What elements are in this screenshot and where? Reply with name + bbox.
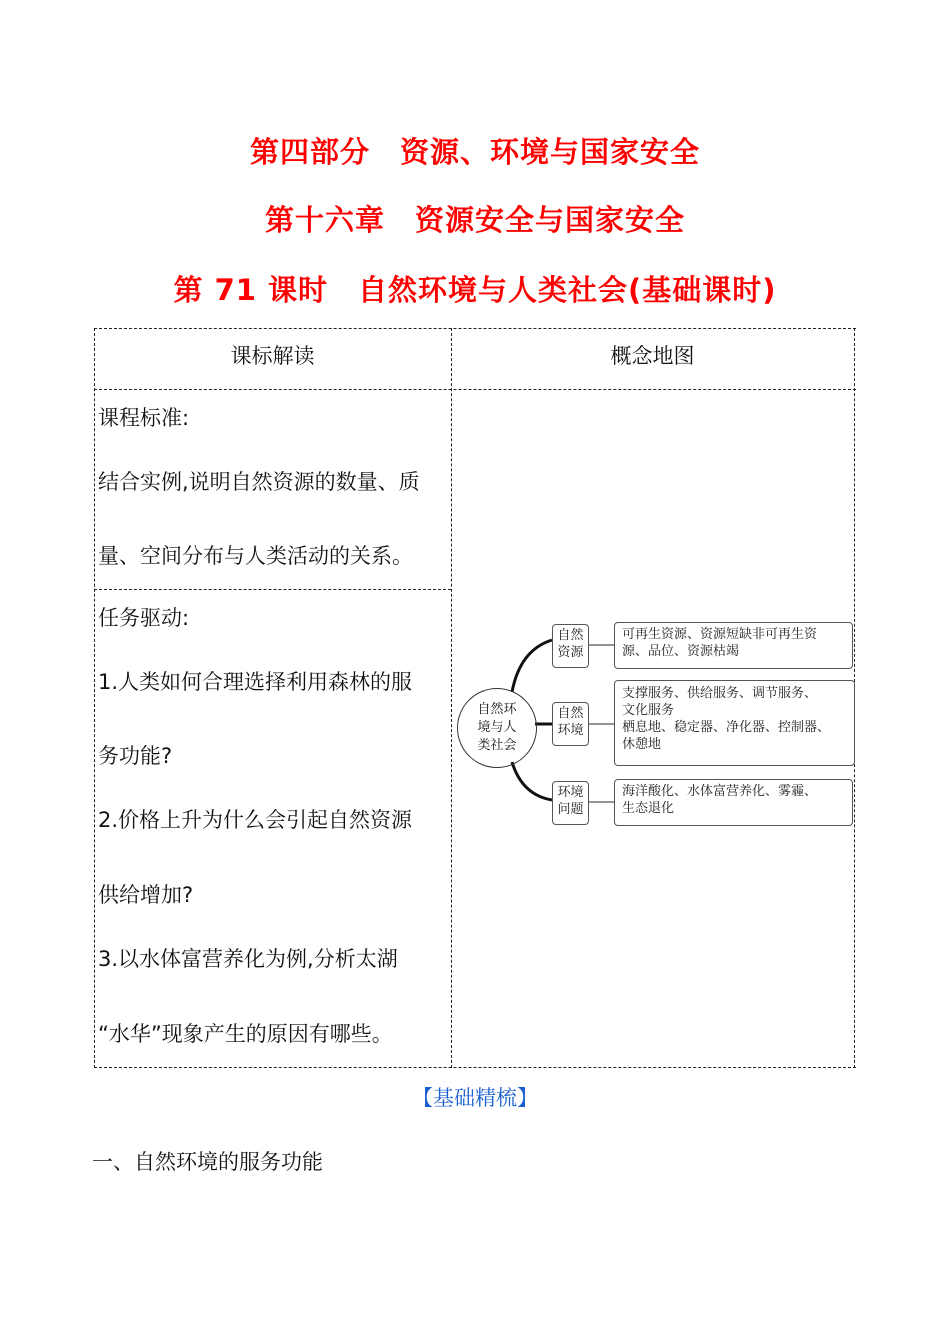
detail-line: 休憩地 (622, 737, 662, 752)
node-label-line: 资源 (557, 645, 584, 660)
part-title: 第四部分 资源、环境与国家安全 (249, 135, 700, 169)
node-label-line: 问题 (557, 802, 584, 817)
concept-detail-environmental-problems (614, 779, 853, 826)
lesson-title: 第 71 课时 自然环境与人类社会(基础课时) (173, 273, 777, 307)
center-label-line: 境与人 (477, 720, 517, 735)
concept-detail-natural-environment (614, 680, 855, 766)
detail-line: 海洋酸化、水体富营养化、雾霾、 (622, 784, 818, 799)
detail-line: 可再生资源、资源短缺非可再生资 (622, 627, 818, 642)
detail-line: 文化服务 (622, 703, 675, 718)
detail-line: 支撑服务、供给服务、调节服务、 (622, 686, 818, 701)
section-tag: 【基础精梳】 (412, 1086, 538, 1110)
concept-node-natural-resources (552, 624, 589, 668)
task-text-line: 务功能? (98, 744, 173, 768)
task-text-line: “水华”现象产生的原因有哪些。 (98, 1022, 393, 1046)
detail-line: 栖息地、稳定器、净化器、控制器、 (622, 720, 831, 735)
task-text-line: 1.人类如何合理选择利用森林的服 (98, 670, 413, 694)
detail-line: 生态退化 (622, 801, 675, 816)
chapter-title: 第十六章 资源安全与国家安全 (264, 203, 685, 237)
node-label-line: 自然 (557, 628, 584, 643)
col-header-standards: 课标解读 (230, 344, 315, 368)
node-label-line: 环境 (557, 723, 584, 738)
node-label-line: 自然 (557, 706, 584, 721)
connector-curve (512, 640, 552, 692)
concept-node-natural-environment (552, 702, 589, 746)
center-label-line: 自然环 (477, 702, 517, 717)
node-label-line: 环境 (557, 785, 584, 800)
concept-node-environmental-problems (552, 781, 589, 825)
task-label: 任务驱动: (98, 606, 190, 630)
standard-text-line: 量、空间分布与人类活动的关系。 (98, 544, 413, 568)
detail-line: 源、品位、资源枯竭 (622, 644, 740, 659)
task-text-line: 3.以水体富营养化为例,分析太湖 (98, 947, 398, 971)
concept-center-node (457, 688, 537, 768)
col-header-concept-map: 概念地图 (610, 344, 695, 368)
connector-curve (512, 762, 552, 800)
section-heading: 一、自然环境的服务功能 (92, 1150, 323, 1174)
task-text-line: 供给增加? (98, 883, 194, 907)
center-label-line: 类社会 (477, 738, 517, 753)
task-text-line: 2.价格上升为什么会引起自然资源 (98, 808, 413, 832)
standard-text-line: 结合实例,说明自然资源的数量、质 (98, 470, 420, 494)
concept-detail-natural-resources (614, 622, 853, 669)
standard-label: 课程标准: (98, 406, 190, 430)
